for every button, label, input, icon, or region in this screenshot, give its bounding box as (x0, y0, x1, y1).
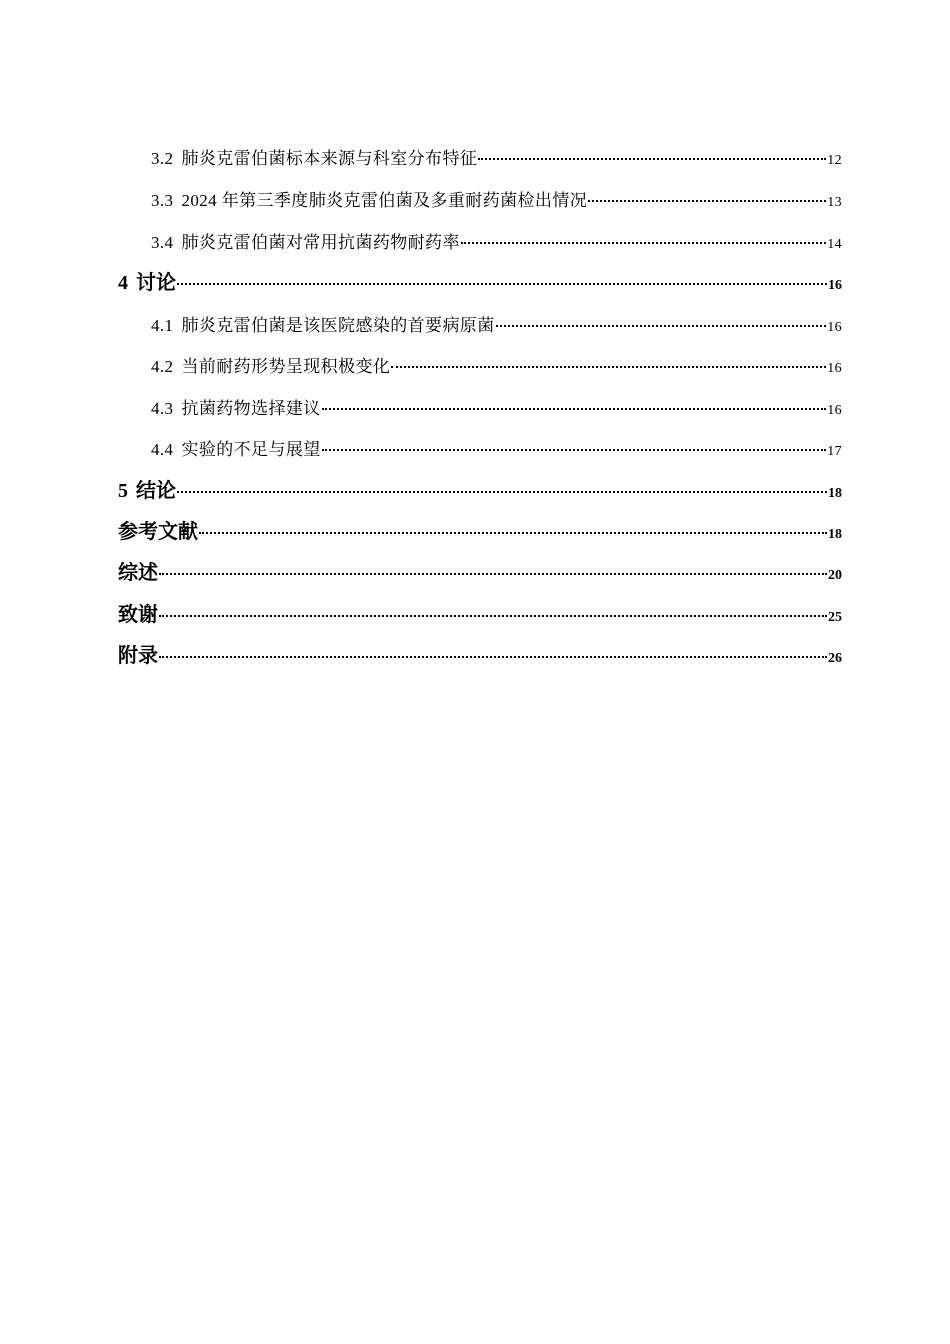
toc-entry-page: 18 (828, 486, 842, 501)
toc-entry-title (151, 394, 321, 419)
toc-leader-dots (177, 491, 827, 493)
toc-entry-title (151, 144, 477, 169)
toc-entry-page: 16 (828, 278, 842, 293)
toc-entry-4-3[interactable] (151, 394, 842, 419)
toc-leader-dots (199, 532, 827, 534)
toc-entry-references[interactable] (118, 515, 842, 544)
toc-entry-title: 参考文献 (118, 521, 198, 543)
toc-entry-text: 实验的不足与展望 (181, 440, 321, 459)
toc-entry-title (151, 435, 321, 460)
toc-entry-number: 4.2 (151, 357, 174, 376)
toc-entry-page: 16 (827, 320, 842, 335)
toc-entry-title (151, 186, 587, 211)
toc-entry-title: 附录 (118, 645, 158, 667)
toc-entry-4[interactable] (118, 266, 842, 295)
toc-entry-page: 12 (827, 153, 842, 168)
toc-entry-number: 4.1 (151, 316, 174, 335)
toc-entry-appendix[interactable] (118, 639, 842, 668)
toc-leader-dots (159, 656, 827, 658)
toc-entry-number: 4.3 (151, 399, 174, 418)
toc-entry-title (151, 228, 460, 253)
toc-entry-text: 肺炎克雷伯菌对常用抗菌药物耐药率 (181, 233, 460, 252)
toc-entry-title (151, 311, 495, 336)
toc-entry-number: 3.2 (151, 149, 174, 168)
toc-entry-number: 3.4 (151, 233, 174, 252)
toc-entry-text: 肺炎克雷伯菌是该医院感染的首要病原菌 (181, 316, 495, 335)
toc-entry-review[interactable] (118, 556, 842, 585)
toc-entry-page: 20 (828, 568, 842, 583)
toc-entry-number: 5 (118, 480, 128, 502)
toc-leader-dots (478, 158, 826, 160)
toc-entry-page: 25 (828, 610, 842, 625)
toc-entry-number: 4.4 (151, 440, 174, 459)
toc-entry-text: 肺炎克雷伯菌标本来源与科室分布特征 (181, 149, 478, 168)
toc-leader-dots (177, 283, 827, 285)
toc-leader-dots (322, 408, 827, 410)
toc-entry-page: 16 (827, 361, 842, 376)
toc-entry-number: 3.3 (151, 191, 174, 210)
toc-leader-dots (159, 573, 827, 575)
toc-leader-dots (159, 615, 827, 617)
toc-entry-page: 14 (827, 237, 842, 252)
toc-leader-dots (391, 366, 826, 368)
toc-entry-4-1[interactable] (151, 311, 842, 336)
toc-leader-dots (322, 449, 827, 451)
toc-entry-4-2[interactable] (151, 352, 842, 377)
toc-entry-text: 当前耐药形势呈现积极变化 (181, 357, 391, 376)
toc-entry-3-3[interactable] (151, 186, 842, 211)
toc-entry-title (118, 474, 176, 503)
toc-entry-3-4[interactable] (151, 228, 842, 253)
toc-entry-text: 2024 年第三季度肺炎克雷伯菌及多重耐药菌检出情况 (181, 191, 588, 210)
toc-leader-dots (461, 242, 826, 244)
toc-entry-5[interactable] (118, 474, 842, 503)
toc-entry-page: 18 (828, 527, 842, 542)
toc-entry-page: 16 (827, 403, 842, 418)
toc-entry-title (118, 266, 176, 295)
toc-leader-dots (496, 325, 827, 327)
toc-entry-3-2[interactable] (151, 144, 842, 169)
toc-entry-title: 综述 (118, 562, 158, 584)
toc-entry-acknowledgements[interactable] (118, 598, 842, 627)
toc-entry-number: 4 (118, 272, 128, 294)
toc-entry-text: 结论 (136, 480, 176, 502)
toc-entry-text: 讨论 (136, 272, 176, 294)
toc-entry-4-4[interactable] (151, 435, 842, 460)
toc-entry-page: 17 (827, 444, 842, 459)
toc-entry-title (151, 352, 390, 377)
toc-entry-page: 13 (827, 195, 842, 210)
toc-entry-page: 26 (828, 651, 842, 666)
toc-entry-text: 抗菌药物选择建议 (181, 399, 321, 418)
toc-leader-dots (588, 200, 826, 202)
toc-entry-title: 致谢 (118, 604, 158, 626)
